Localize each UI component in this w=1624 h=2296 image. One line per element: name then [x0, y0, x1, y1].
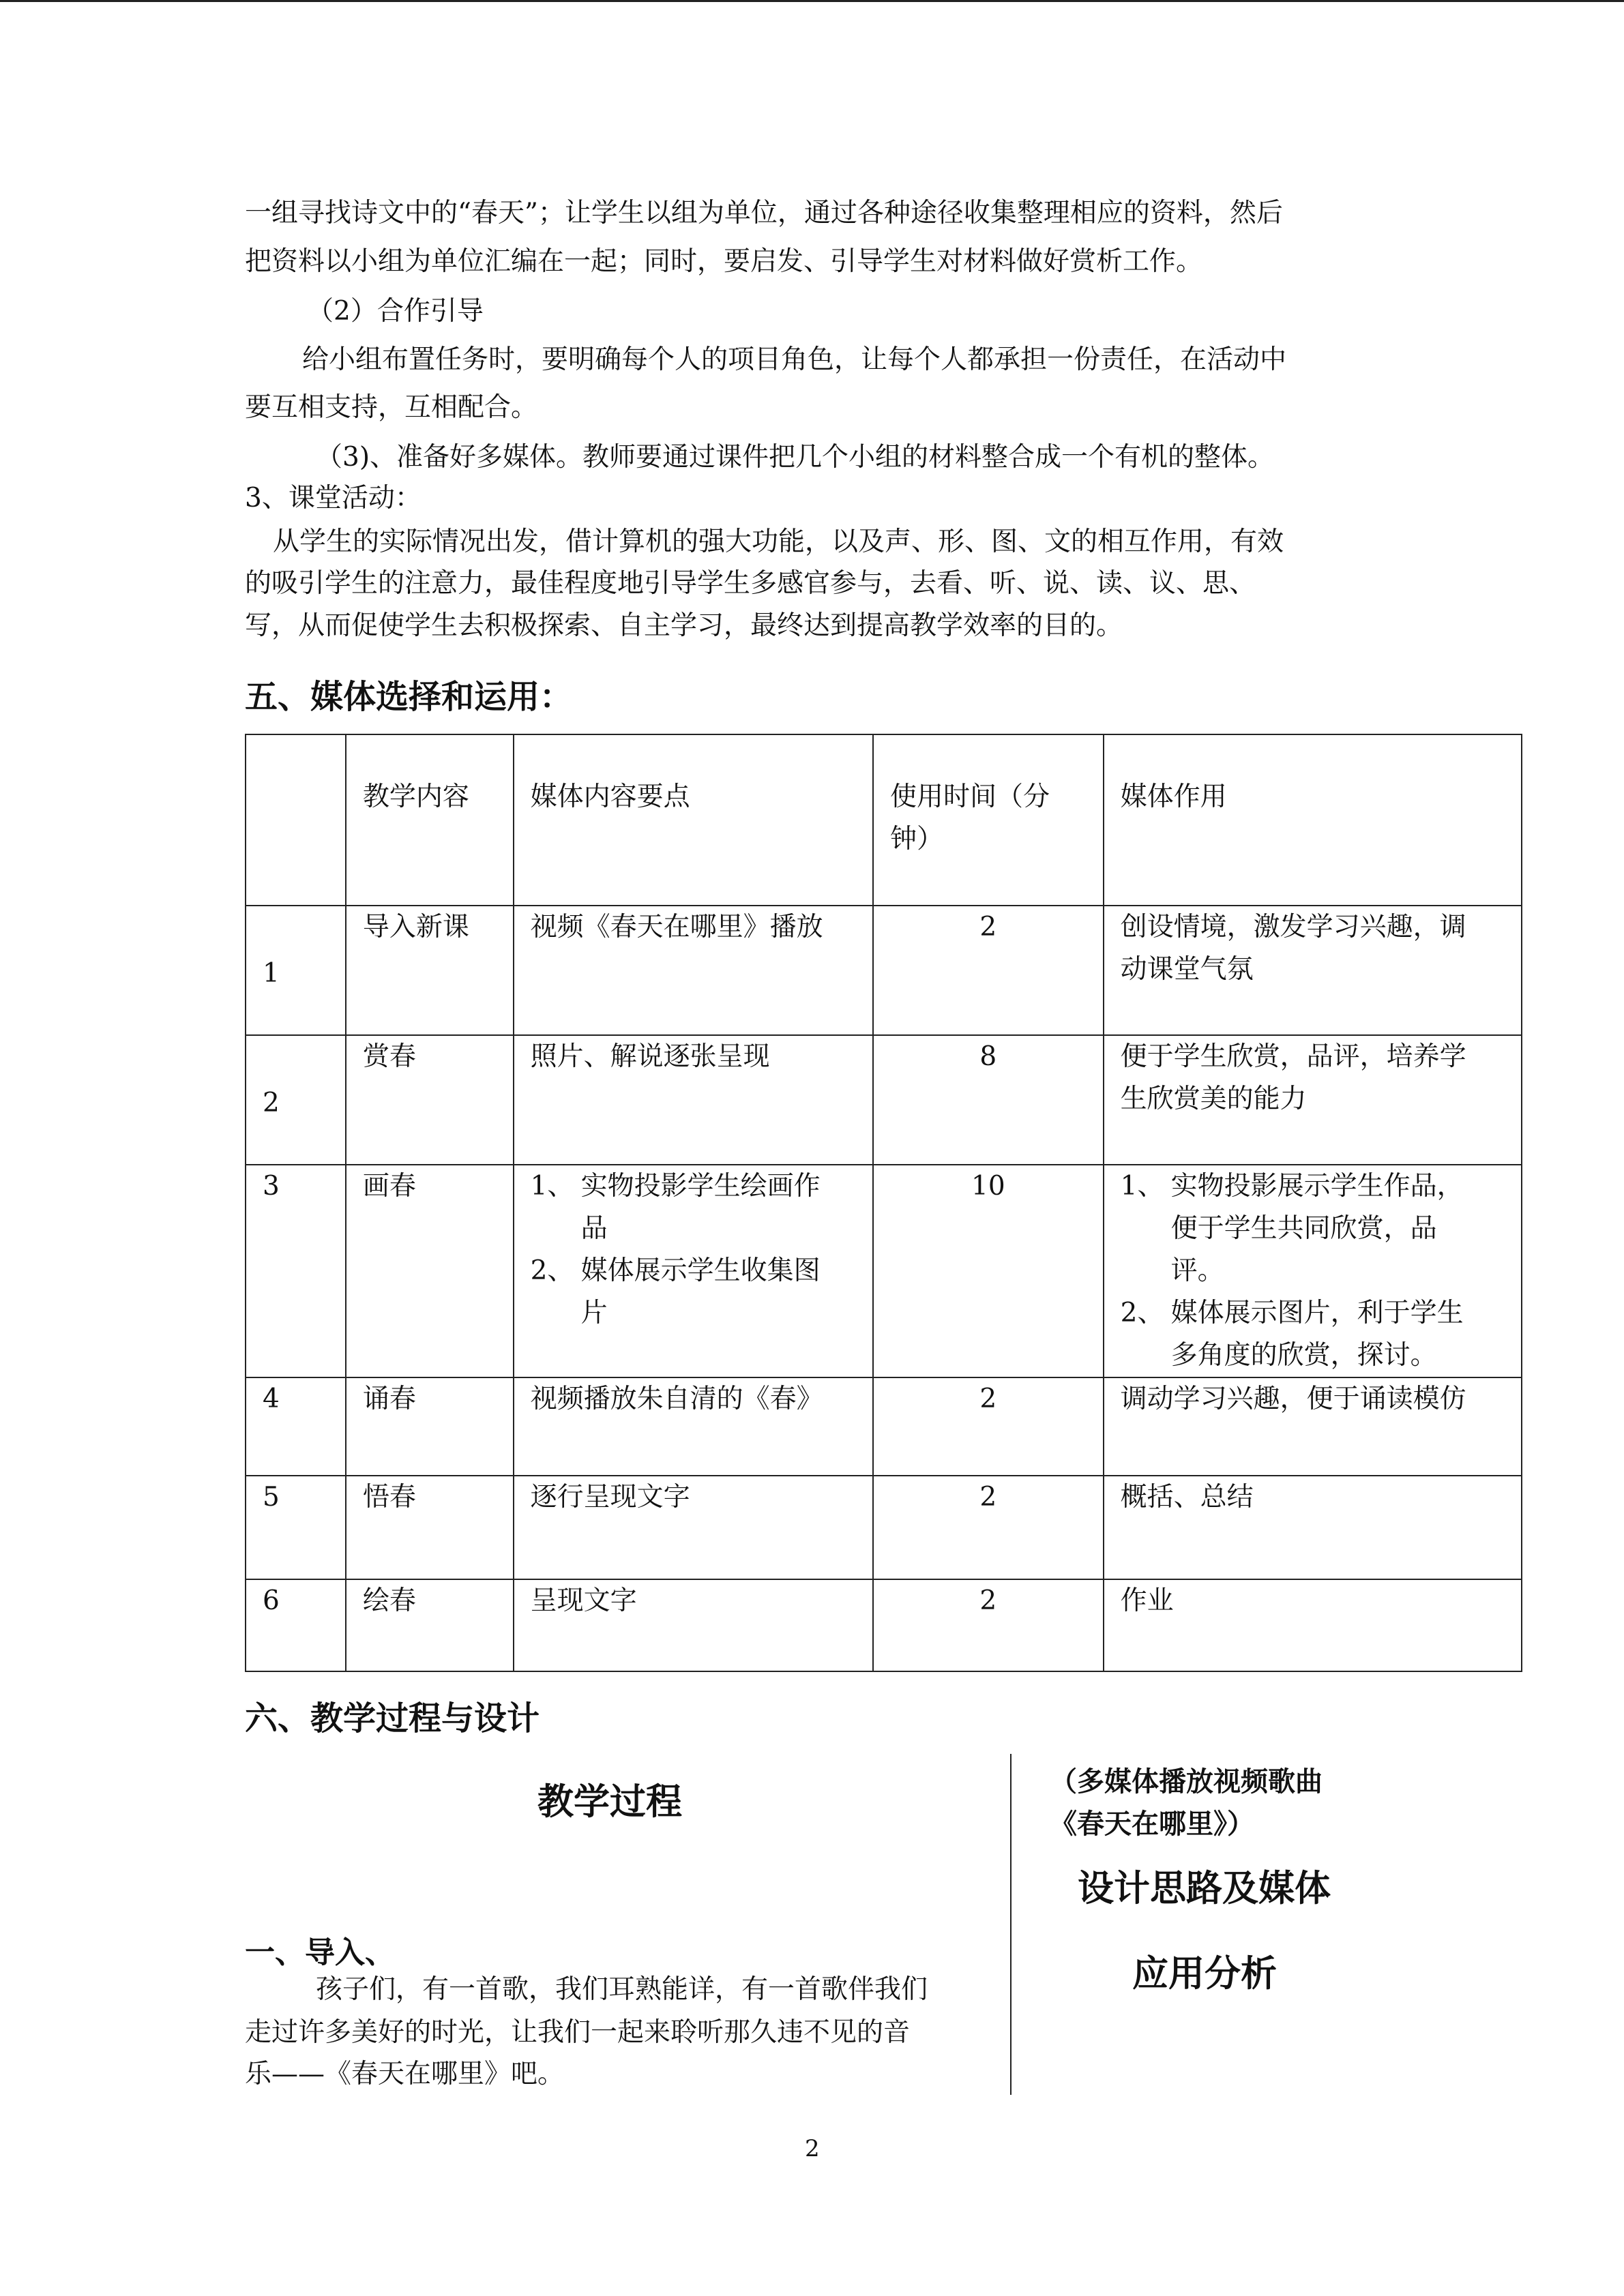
row-media [514, 1165, 873, 1377]
intro-line: 乐——《春天在哪里》吧。 [245, 2059, 565, 2089]
list-item [531, 1250, 856, 1335]
list-line: 多角度的欣赏，探讨。 [1170, 1340, 1437, 1371]
row-media: 逐行呈现文字 [514, 1476, 873, 1579]
list-line: 实物投影学生绘画作 [580, 1171, 821, 1202]
row-effect: 作业 [1104, 1579, 1522, 1671]
media-table [245, 734, 1522, 1672]
header-time-line: 钟） [890, 824, 944, 854]
paragraph-line: 的吸引学生的注意力，最佳程度地引导学生多感官参与，去看、听、说、读、议、思、 [245, 568, 1256, 599]
list-item [531, 1165, 856, 1250]
row-content: 诵春 [346, 1377, 514, 1476]
row-effect [1104, 1165, 1522, 1377]
page-number: 2 [805, 2135, 820, 2162]
row-content: 悟春 [346, 1476, 514, 1579]
right-column-title: 应用分析 [1132, 1953, 1277, 1995]
subheading-classroom-activity: 3、课堂活动： [245, 483, 422, 513]
list-line: 评。 [1170, 1255, 1224, 1286]
paragraph-line: 一组寻找诗文中的“春天”；让学生以组为单位，通过各种途径收集整理相应的资料，然后 [245, 198, 1283, 228]
list-marker: 2、 [530, 1255, 574, 1286]
row-number: 6 [246, 1579, 346, 1671]
row-effect [1104, 1035, 1522, 1165]
row-media: 呈现文字 [514, 1579, 873, 1671]
table-header-cell: 媒体作用 [1104, 734, 1522, 906]
effect-line: 生欣赏美的能力 [1120, 1084, 1307, 1114]
row-time: 2 [873, 906, 1104, 1035]
list-item [1121, 1292, 1505, 1377]
list-item [1121, 1165, 1505, 1292]
right-note-line: （多媒体播放视频歌曲 [1050, 1766, 1323, 1798]
row-content: 画春 [346, 1165, 514, 1377]
list-marker: 2、 [1120, 1298, 1164, 1328]
column-divider [1010, 1754, 1012, 2095]
intro-heading: 一、导入、 [245, 1935, 395, 1970]
paragraph-line: （3)、准备好多媒体。教师要通过课件把几个小组的材料整合成一个有机的整体。 [316, 442, 1275, 473]
table-row [246, 1377, 1522, 1476]
media-list [531, 1165, 856, 1335]
table-header-cell: 教学内容 [346, 734, 514, 906]
row-number: 5 [246, 1476, 346, 1579]
effect-line: 便于学生欣赏，品评，培养学 [1120, 1041, 1466, 1072]
paragraph-line: 从学生的实际情况出发，借计算机的强大功能，以及声、形、图、文的相互作用，有效 [273, 526, 1284, 557]
paragraph-line: 把资料以小组为单位汇编在一起；同时，要启发、引导学生对材料做好赏析工作。 [245, 246, 1203, 277]
header-time-line: 使用时间（分 [890, 781, 1050, 812]
row-effect [1104, 906, 1522, 1035]
page-top-border [0, 0, 1624, 2]
table-header-cell [873, 734, 1104, 906]
list-line: 品 [580, 1213, 608, 1244]
table-header-cell [246, 734, 346, 906]
row-number: 1 [246, 906, 346, 1035]
list-line: 媒体展示学生收集图 [580, 1255, 821, 1286]
row-content: 绘春 [346, 1579, 514, 1671]
row-media: 照片、解说逐张呈现 [514, 1035, 873, 1165]
table-header-cell: 媒体内容要点 [514, 734, 873, 906]
row-content: 赏春 [346, 1035, 514, 1165]
list-line: 片 [580, 1298, 608, 1328]
row-effect: 调动学习兴趣，便于诵读模仿 [1104, 1377, 1522, 1476]
row-time: 8 [873, 1035, 1104, 1165]
row-media: 视频播放朱自清的《春》 [514, 1377, 873, 1476]
list-line: 便于学生共同欣赏，品 [1170, 1213, 1437, 1244]
row-number: 3 [246, 1165, 346, 1377]
intro-line: 孩子们，有一首歌，我们耳熟能详，有一首歌伴我们 [316, 1974, 928, 2005]
row-content: 导入新课 [346, 906, 514, 1035]
table-row [246, 1579, 1522, 1671]
table-row [246, 1035, 1522, 1165]
table-row [246, 1165, 1522, 1377]
paragraph-line: 写，从而促使学生去积极探索、自主学习，最终达到提高教学效率的目的。 [245, 610, 1123, 641]
intro-line: 走过许多美好的时光，让我们一起来聆听那久违不见的音 [245, 2017, 911, 2048]
list-marker: 1、 [530, 1171, 574, 1202]
row-time: 10 [873, 1165, 1104, 1377]
table-row [246, 1476, 1522, 1579]
row-time: 2 [873, 1377, 1104, 1476]
section-heading-process: 六、教学过程与设计 [245, 1699, 540, 1738]
list-line: 实物投影展示学生作品， [1170, 1171, 1464, 1202]
row-media: 视频《春天在哪里》播放 [514, 906, 873, 1035]
list-marker: 1、 [1120, 1171, 1164, 1202]
effect-line: 动课堂气氛 [1120, 954, 1254, 985]
row-time: 2 [873, 1476, 1104, 1579]
row-number: 2 [246, 1035, 346, 1165]
effect-list [1121, 1165, 1505, 1377]
right-column-title: 设计思路及媒体 [1078, 1868, 1331, 1909]
effect-line: 创设情境，激发学习兴趣，调 [1120, 912, 1466, 942]
paragraph-line: 给小组布置任务时，要明确每个人的项目角色，让每个人都承担一份责任，在活动中 [302, 344, 1287, 375]
right-note-line: 《春天在哪里》） [1050, 1808, 1254, 1840]
paragraph-line: 要互相支持，互相配合。 [245, 392, 538, 423]
left-column-title: 教学过程 [537, 1781, 682, 1823]
table-row [246, 906, 1522, 1035]
row-effect: 概括、总结 [1104, 1476, 1522, 1579]
list-line: 媒体展示图片，利于学生 [1170, 1298, 1464, 1328]
subheading-cooperation: （2）合作引导 [307, 296, 484, 327]
row-number: 4 [246, 1377, 346, 1476]
section-heading-media: 五、媒体选择和运用： [245, 678, 573, 716]
row-time: 2 [873, 1579, 1104, 1671]
table-header-row [246, 734, 1522, 906]
